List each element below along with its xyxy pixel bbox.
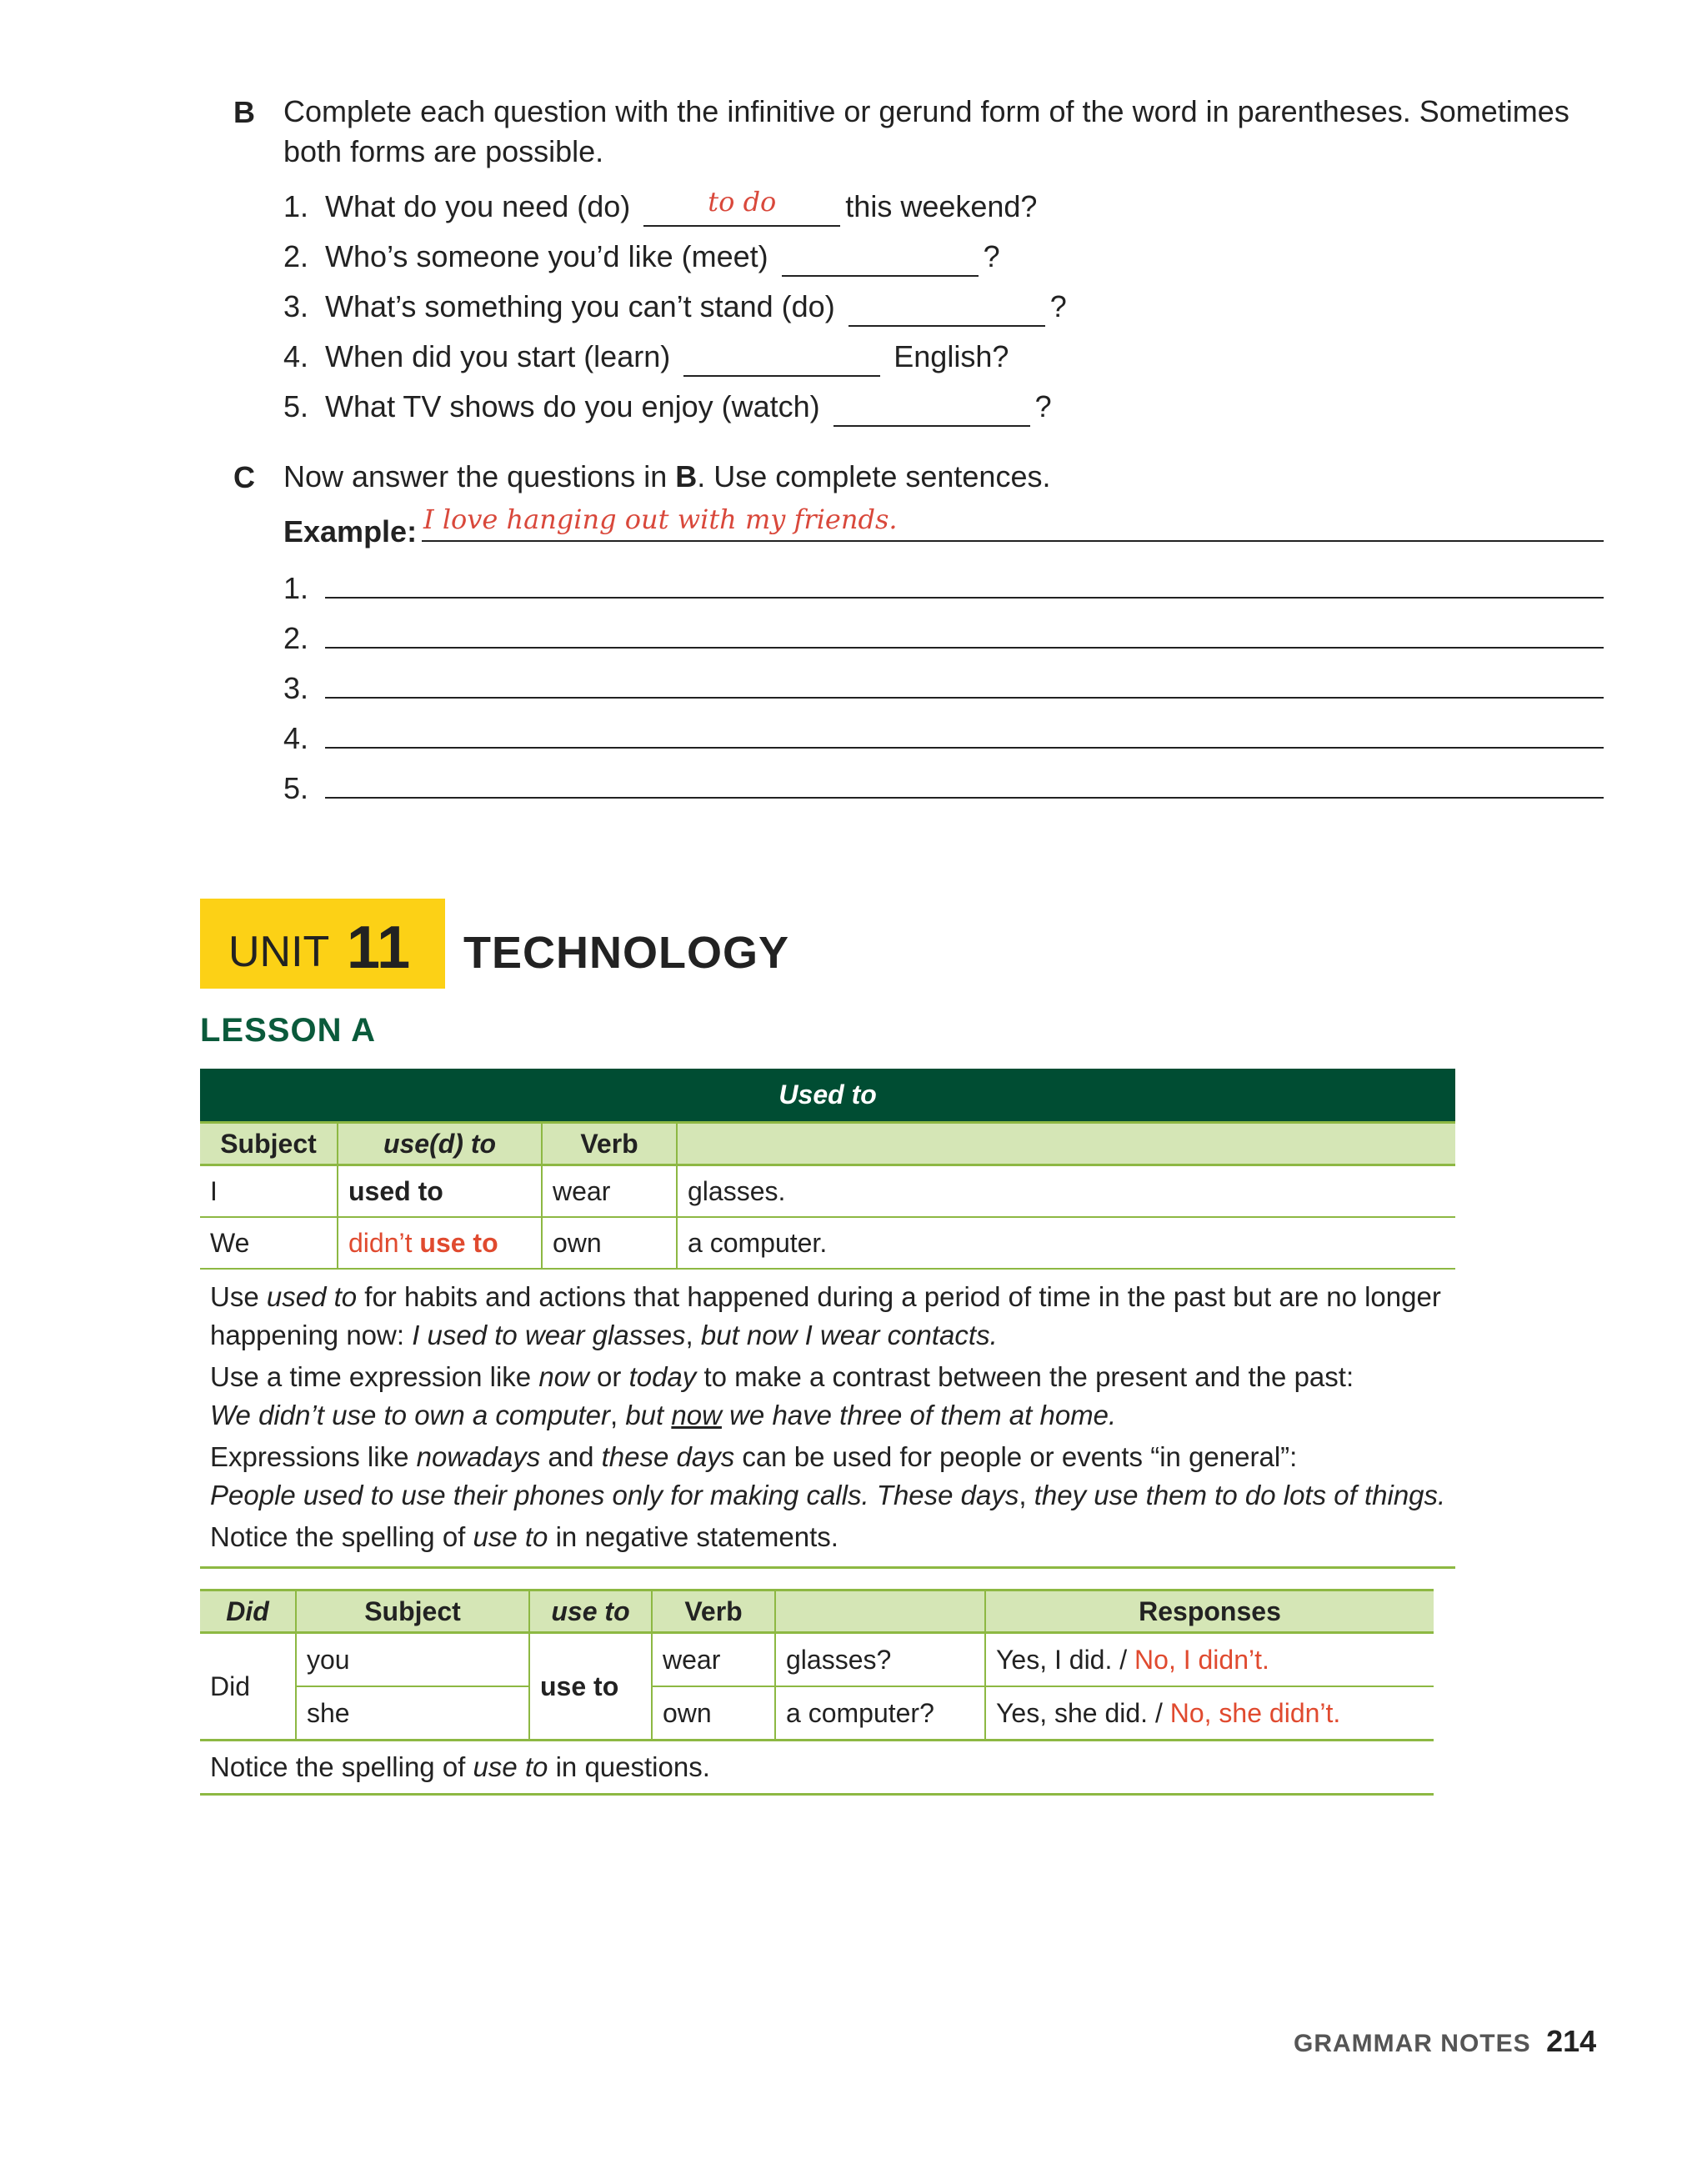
cell-verb: wear (652, 1633, 775, 1687)
answer-blank-4[interactable] (683, 345, 880, 377)
note-line: Use used to for habits and actions that happened during a period of time in the past but are no longer (210, 1281, 1441, 1312)
cell-response (985, 1633, 1434, 1687)
questions-note: Notice the spelling of use to in questions. (200, 1741, 1434, 1795)
note-line: We didn’t use to own a computer, but now we have three of them at home. (210, 1400, 1117, 1430)
cell-subject: she (296, 1686, 529, 1741)
item-text-before: What’s something you can’t stand (do) (325, 289, 835, 323)
cell-use-to: use to (529, 1633, 652, 1741)
item-text-after: ? (1034, 389, 1052, 423)
use-to-bold: use to (419, 1227, 498, 1258)
cell-used-to (338, 1217, 542, 1269)
table-row (200, 1165, 1455, 1218)
item-text-before: What TV shows do you enjoy (watch) (325, 389, 820, 423)
example-label: Example: (283, 514, 418, 549)
response-yes: Yes, I did. / (996, 1644, 1135, 1675)
table-title: Used to (200, 1069, 1455, 1123)
table-row (200, 1217, 1455, 1269)
cell-verb: own (652, 1686, 775, 1741)
cell-object: glasses. (677, 1165, 1455, 1218)
answer-blank-3[interactable] (848, 295, 1045, 327)
cell-response (985, 1686, 1434, 1741)
note-line: Expressions like nowadays and these days can be used for people or events “in general”: (210, 1441, 1298, 1472)
item-text-after: this weekend? (845, 189, 1038, 223)
lesson-title: LESSON A (200, 1012, 376, 1049)
item-number: 4. (283, 339, 309, 373)
item-text-after: English? (894, 339, 1009, 373)
page-footer (1294, 2024, 1596, 2059)
instruction-ref: B (675, 459, 698, 493)
footer-label: GRAMMAR NOTES (1294, 2030, 1531, 2057)
header-subject: Subject (296, 1590, 529, 1633)
answer-line-number-3: 3. (283, 671, 309, 705)
header-subject: Subject (200, 1123, 338, 1165)
unit-number: 11 (347, 914, 411, 981)
cell-did: Did (200, 1633, 296, 1741)
cell-subject: I (200, 1165, 338, 1218)
item-number: 2. (283, 239, 309, 273)
unit-word: UNIT (228, 928, 330, 976)
header-empty (677, 1123, 1455, 1165)
table-row (200, 1686, 1434, 1741)
section-b-instruction-line1: Complete each question with the infinitive or gerund form of the word in parentheses. Sometimes (283, 94, 1569, 128)
note-line: People used to use their phones only for making calls. These days, they use them to do lots of things. (210, 1480, 1446, 1510)
note-line: happening now: I used to wear glasses, but now I wear contacts. (210, 1320, 998, 1350)
header-empty (775, 1590, 985, 1633)
answer-line-1[interactable] (325, 597, 1604, 599)
page-number: 214 (1546, 2024, 1597, 2058)
answer-line-2[interactable] (325, 647, 1604, 649)
used-to-table (200, 1069, 1455, 1569)
answer-line-number-4: 4. (283, 721, 309, 755)
cell-object: a computer. (677, 1217, 1455, 1269)
note-line: Use a time expression like now or today to make a contrast between the present and the past: (210, 1361, 1354, 1392)
question-item-3 (283, 287, 1067, 327)
response-no: No, she didn’t. (1169, 1697, 1341, 1728)
answer-line-4[interactable] (325, 747, 1604, 749)
answer-line-3[interactable] (325, 697, 1604, 699)
instruction-text: Now answer the questions in (283, 459, 676, 493)
response-yes: Yes, she did. / (996, 1697, 1170, 1728)
note-line: Notice the spelling of use to in negative statements. (210, 1521, 838, 1552)
header-did: Did (200, 1590, 296, 1633)
answer-line-5[interactable] (325, 797, 1604, 799)
question-item-4 (283, 337, 1009, 377)
table-row (200, 1633, 1434, 1687)
section-b-instruction-line2: both forms are possible. (283, 134, 604, 168)
instruction-text-end: . Use complete sentences. (697, 459, 1051, 493)
used-to-questions-table (200, 1589, 1434, 1796)
question-item-5 (283, 387, 1052, 427)
header-verb: Verb (542, 1123, 677, 1165)
item-text-after: ? (983, 239, 1000, 273)
answer-blank-5[interactable] (833, 395, 1030, 427)
item-text-before: What do you need (do) (325, 189, 631, 223)
answer-blank-1[interactable] (643, 186, 840, 227)
section-c-letter: C (233, 460, 255, 494)
cell-subject: you (296, 1633, 529, 1687)
answer-line-number-5: 5. (283, 771, 309, 805)
header-used-to: use(d) to (338, 1123, 542, 1165)
unit-title: TECHNOLOGY (463, 928, 790, 978)
answer-line-number-1: 1. (283, 571, 309, 605)
question-item-2 (283, 237, 1000, 277)
item-number: 3. (283, 289, 309, 323)
header-use-to: use to (529, 1590, 652, 1633)
response-no: No, I didn’t. (1134, 1644, 1269, 1675)
negative-word: didn’t (348, 1227, 413, 1258)
unit-badge (200, 899, 445, 989)
question-item-1 (283, 187, 1037, 227)
cell-used-to: used to (338, 1165, 542, 1218)
usage-notes (200, 1269, 1455, 1568)
handwritten-answer: to do (708, 186, 777, 218)
cell-verb: wear (542, 1165, 677, 1218)
example-handwritten-answer: I love hanging out with my friends. (423, 503, 898, 535)
cell-object: a computer? (775, 1686, 985, 1741)
answer-line-number-2: 2. (283, 621, 309, 655)
item-number: 1. (283, 189, 309, 223)
item-text-before: When did you start (learn) (325, 339, 671, 373)
cell-verb: own (542, 1217, 677, 1269)
answer-blank-2[interactable] (782, 245, 979, 277)
example-answer-line (422, 540, 1604, 542)
item-number: 5. (283, 389, 309, 423)
item-text-after: ? (1049, 289, 1067, 323)
section-c-instruction (283, 457, 1050, 497)
cell-object: glasses? (775, 1633, 985, 1687)
item-text-before: Who’s someone you’d like (meet) (325, 239, 768, 273)
cell-subject: We (200, 1217, 338, 1269)
header-verb: Verb (652, 1590, 775, 1633)
header-responses: Responses (985, 1590, 1434, 1633)
section-b-letter: B (233, 95, 255, 129)
